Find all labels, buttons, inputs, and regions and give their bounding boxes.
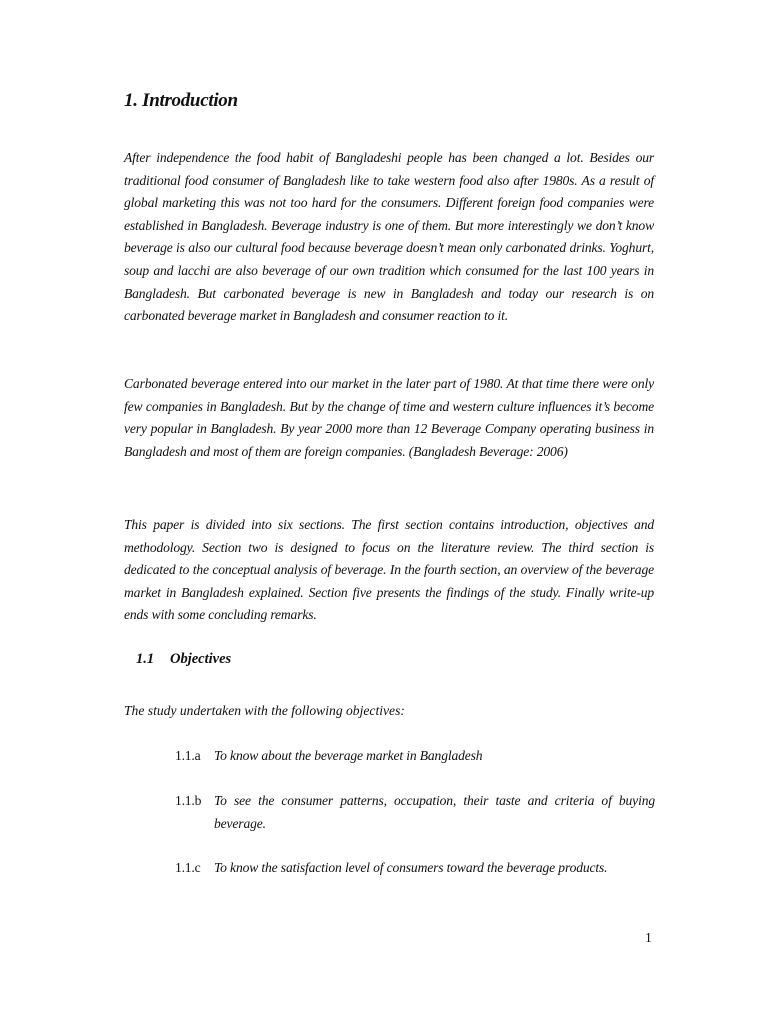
intro-paragraph-2: Carbonated beverage entered into our market in the later part of 1980. At that time there were only few companies in Bangladesh. But by the change of time and western culture influences it’s become very popular in Bangladesh. By year 2000 more than 12 Beverage Company operating business in Bangladesh and most of them are foreign companies. (Bangladesh Beverage: 2006) <box>124 376 654 459</box>
objective-code: 1.1.b <box>175 793 202 808</box>
objective-item <box>175 857 655 880</box>
subsection-heading <box>136 651 231 668</box>
objective-text: To see the consumer patterns, occupation, their taste and criteria of buying beverage. <box>214 793 655 831</box>
subsection-title: Objectives <box>170 651 232 667</box>
subsection-number: 1.1 <box>136 651 155 667</box>
objective-item <box>175 790 655 835</box>
objective-text: To know about the beverage market in Bangladesh <box>214 748 483 763</box>
objectives-intro: The study undertaken with the following objectives: <box>124 703 405 718</box>
page-number: 1 <box>645 930 652 945</box>
objective-code: 1.1.a <box>175 748 201 763</box>
intro-paragraph-1: After independence the food habit of Bangladeshi people has been changed a lot. Besides our traditional food consumer of Bangladesh like to take western food also after 1980s. As a result of global marketing this was not too hard for the consumers. Different foreign food companies were established in Bangladesh. Beverage industry is one of them. But more interestingly we don’t know beverage is also our cultural food because beverage doesn’t mean only carbonated drinks. Yoghurt, soup and lacchi are also beverage of our own tradition which consumed for the last 100 years in Bangladesh. But carbonated beverage is new in Bangladesh and today our research is on carbonated beverage market in Bangladesh and consumer reaction to it. <box>124 150 654 324</box>
objective-code: 1.1.c <box>175 860 201 875</box>
intro-paragraph-3: This paper is divided into six sections. The first section contains introduction, objectives and methodology. Section two is designed to focus on the literature review. The third section is dedicated to the conceptual analysis of beverage. In the fourth section, an overview of the beverage market in Bangladesh explained. Section five presents the findings of the study. Finally write-up ends with some concluding remarks. <box>124 517 654 623</box>
objective-text: To know the satisfaction level of consumers toward the beverage products. <box>214 860 608 875</box>
section-heading: 1. Introduction <box>124 90 238 111</box>
objective-item <box>175 745 655 768</box>
